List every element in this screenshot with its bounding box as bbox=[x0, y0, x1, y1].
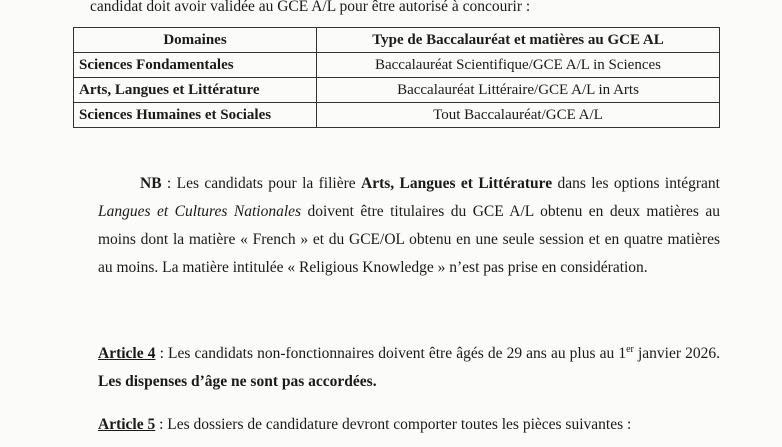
article-4-superscript: er bbox=[626, 343, 634, 355]
domain-cell: Sciences Fondamentales bbox=[74, 53, 317, 78]
nb-filiere: Arts, Langues et Littérature bbox=[361, 175, 553, 192]
article-4-text-2: janvier 2026. bbox=[633, 345, 720, 362]
table-row bbox=[74, 103, 720, 128]
table-row bbox=[74, 53, 720, 78]
nb-paragraph bbox=[98, 170, 720, 282]
article-5-text-1: : Les dossiers de candidature devront comporter toutes les pièces suivantes : bbox=[155, 416, 632, 433]
domain-cell: Sciences Humaines et Sociales bbox=[74, 103, 317, 128]
header-type-bac: Type de Baccalauréat et matières au GCE AL bbox=[317, 28, 720, 53]
article-4-paragraph bbox=[98, 340, 720, 396]
type-cell: Baccalauréat Littéraire/GCE A/L in Arts bbox=[317, 78, 720, 103]
nb-options: Langues et Cultures Nationales bbox=[98, 203, 302, 220]
nb-text-3: doivent être titulaires du GCE A/L obtenu en deux matières au moins dont la matière « French » et du GCE/OL obtenu en une seule session et en quatre matières au moins. La matière intitulée « Religious Knowledge » n’est pas prise en considération. bbox=[98, 203, 720, 276]
nb-label: NB bbox=[140, 175, 162, 192]
table-header-row bbox=[74, 28, 720, 53]
intro-line: candidat doit avoir validée au GCE A/L pour être autorisé à concourir : bbox=[90, 0, 531, 15]
article-4-bold-note: Les dispenses d’âge ne sont pas accordées. bbox=[98, 373, 377, 390]
nb-text-2: dans les options intégrant bbox=[552, 175, 720, 192]
domain-cell: Arts, Langues et Littérature bbox=[74, 78, 317, 103]
article-4-label: Article 4 bbox=[98, 345, 156, 362]
article-5-label: Article 5 bbox=[98, 416, 156, 433]
domains-table bbox=[73, 27, 720, 128]
header-domaines: Domaines bbox=[74, 28, 317, 53]
table-row bbox=[74, 78, 720, 103]
type-cell: Baccalauréat Scientifique/GCE A/L in Sciences bbox=[317, 53, 720, 78]
nb-text-1: : Les candidats pour la filière bbox=[161, 175, 362, 192]
article-4-text-1: : Les candidats non-fonctionnaires doivent être âgés de 29 ans au plus au 1 bbox=[155, 345, 627, 362]
type-cell: Tout Baccalauréat/GCE A/L bbox=[317, 103, 720, 128]
article-5-paragraph bbox=[98, 411, 720, 439]
